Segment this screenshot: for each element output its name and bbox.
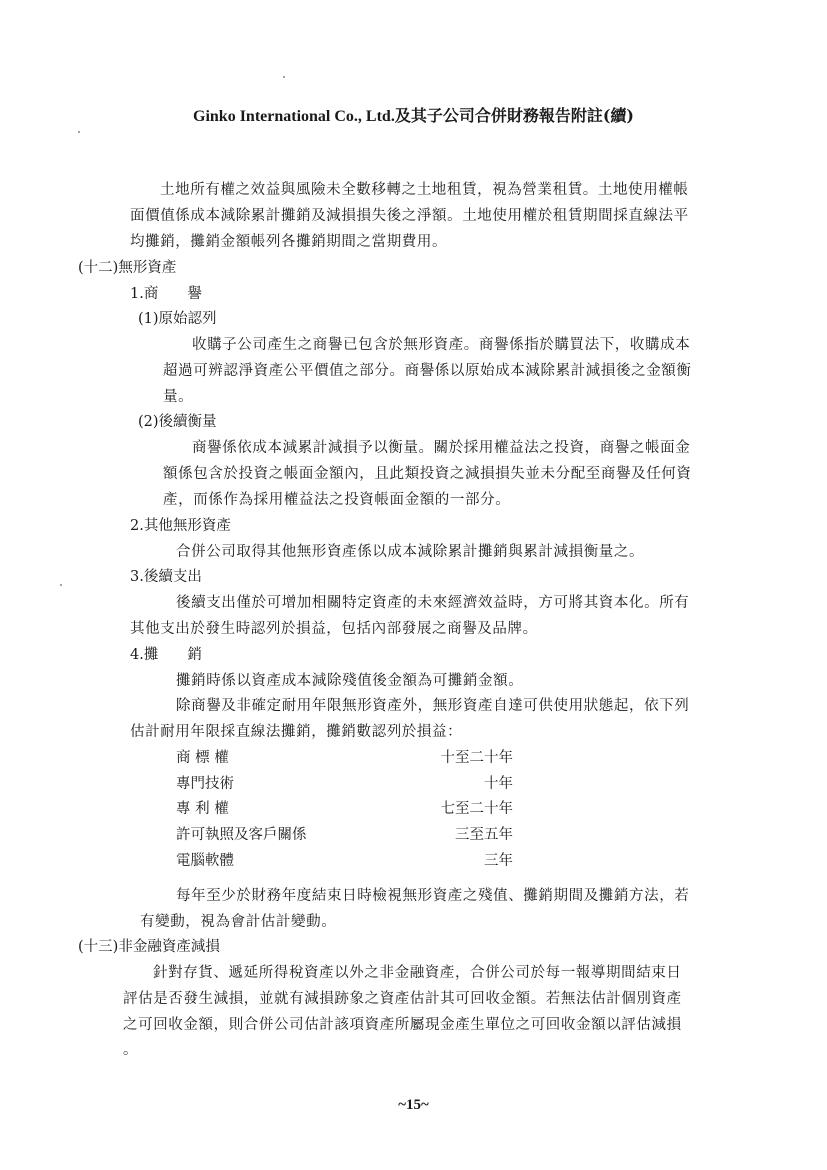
paragraph-line: 每年至少於財務年度結束日時檢視無形資產之殘值、攤銷期間及攤銷方法，若 <box>176 888 690 904</box>
table-row-life: 七至二十年 <box>440 801 513 817</box>
paragraph-line: 之可回收金額，則合併公司估計該項資產所屬現金產生單位之可回收金額以評估減損 <box>123 1017 682 1033</box>
table-row-life: 十年 <box>484 776 513 792</box>
paragraph-line: 有變動，視為會計估計變動。 <box>140 914 337 930</box>
title-subtitle: 及其子公司合併財務報告附註(續) <box>394 106 634 125</box>
paragraph-line: 合併公司取得其他無形資產係以成本減除累計攤銷與累計減損衡量之。 <box>176 544 645 560</box>
table-row-life: 三至五年 <box>455 827 513 843</box>
paragraph-line: 量。 <box>163 389 194 405</box>
scan-speck <box>283 76 285 78</box>
intro-line: 均攤銷，攤銷金額帳列各攤銷期間之當期費用。 <box>130 234 448 250</box>
section-13-heading: (十三)非金融資產減損 <box>78 939 220 955</box>
paragraph-line: 商譽係依成本減累計減損予以衡量。關於採用權益法之投資，商譽之帳面金 <box>192 440 691 456</box>
table-row-item: 電腦軟體 <box>176 853 234 869</box>
scan-speck <box>78 131 80 133</box>
item-1-sub-1-heading: (1)原始認列 <box>138 311 217 327</box>
scan-speck <box>60 584 62 586</box>
paragraph-line: 。 <box>123 1042 138 1058</box>
paragraph-line: 其他支出於發生時認列於損益，包括內部發展之商譽及品牌。 <box>130 621 538 637</box>
table-row-item: 許可執照及客戶關係 <box>176 827 307 843</box>
table-row-life: 三年 <box>484 853 513 869</box>
item-2-heading: 2.其他無形資產 <box>130 518 231 534</box>
table-row-item: 專 利 權 <box>176 801 229 817</box>
intro-line: 面價值係成本減除累計攤銷及減損損失後之淨額。土地使用權於租賃期間採直線法平 <box>130 208 689 224</box>
item-1-heading: 1.商 譽 <box>130 286 202 302</box>
page-number: ~15~ <box>398 1097 429 1113</box>
paragraph-line: 攤銷時係以資產成本減除殘值後金額為可攤銷金額。 <box>176 673 524 689</box>
paragraph-line: 評估是否發生減損，並就有減損跡象之資產估計其可回收金額。若無法估計個別資產 <box>123 991 682 1007</box>
paragraph-line: 針對存貨、遞延所得稅資產以外之非金融資產，合併公司於每一報導期間結束日 <box>153 965 682 981</box>
table-row-item: 專門技術 <box>176 776 234 792</box>
paragraph-line: 收購子公司產生之商譽已包含於無形資產。商譽係指於購買法下，收購成本 <box>192 337 691 353</box>
paragraph-line: 超過可辨認淨資產公平價值之部分。商譽係以原始成本減除累計減損後之金額衡 <box>163 363 692 379</box>
paragraph-line: 產，而係作為採用權益法之投資帳面金額的一部分。 <box>163 492 511 508</box>
paragraph-line: 估計耐用年限採直線法攤銷，攤銷數認列於損益： <box>130 724 463 740</box>
intro-line: 土地所有權之效益與風險未全數移轉之土地租賃，視為營業租賃。土地使用權帳 <box>160 182 689 198</box>
item-3-heading: 3.後續支出 <box>130 569 202 585</box>
section-12-heading: (十二)無形資產 <box>78 260 177 276</box>
paragraph-line: 額係包含於投資之帳面金額內，且此類投資之減損損失並未分配至商譽及任何資 <box>163 466 692 482</box>
paragraph-line: 後續支出僅於可增加相關特定資產的未來經濟效益時，方可將其資本化。所有 <box>176 595 690 611</box>
table-row-life: 十至二十年 <box>440 750 513 766</box>
paragraph-line: 除商譽及非確定耐用年限無形資產外，無形資產自達可供使用狀態起，依下列 <box>176 698 690 714</box>
document-title <box>0 108 827 125</box>
item-4-heading: 4.攤 銷 <box>130 647 202 663</box>
title-company-name: Ginko International Co., Ltd. <box>193 108 395 125</box>
table-row-item: 商 標 權 <box>176 750 229 766</box>
item-1-sub-2-heading: (2)後續衡量 <box>138 414 217 430</box>
